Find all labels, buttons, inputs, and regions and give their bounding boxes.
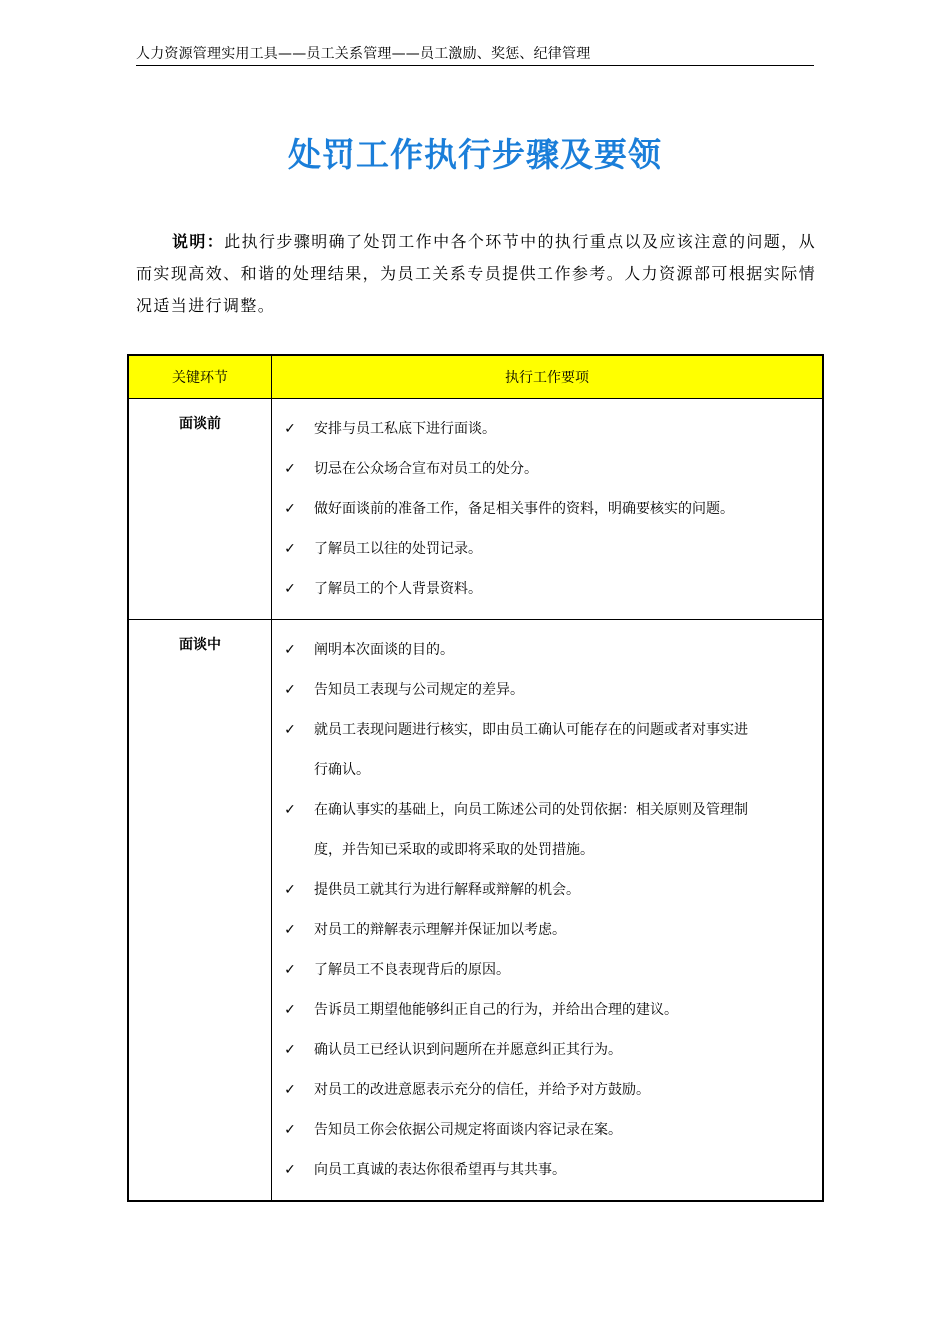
check-icon: ✓ <box>284 581 296 597</box>
list-item <box>272 1070 822 1110</box>
item-text: 就员工表现问题进行核实，即由员工确认可能存在的问题或者对事实进行确认。 <box>314 722 749 778</box>
check-icon: ✓ <box>284 461 296 477</box>
list-item <box>272 1110 822 1150</box>
item-text: 对员工的辩解表示理解并保证加以考虑。 <box>314 922 567 938</box>
item-text: 安排与员工私底下进行面谈。 <box>314 421 497 437</box>
item-text: 提供员工就其行为进行解释或辩解的机会。 <box>314 882 581 898</box>
table-row <box>128 399 823 620</box>
item-text: 告知员工你会依据公司规定将面谈内容记录在案。 <box>314 1122 623 1138</box>
list-item <box>272 670 822 710</box>
check-icon: ✓ <box>284 421 296 437</box>
item-text: 在确认事实的基础上，向员工陈述公司的处罚依据：相关原则及管理制度，并告知已采取的或即将采取的处罚措施。 <box>314 802 749 858</box>
item-text: 对员工的改进意愿表示充分的信任，并给予对方鼓励。 <box>314 1082 651 1098</box>
list-item <box>272 569 822 609</box>
item-text: 了解员工以往的处罚记录。 <box>314 541 483 557</box>
steps-table <box>127 354 824 1202</box>
item-text: 了解员工不良表现背后的原因。 <box>314 962 511 978</box>
check-icon: ✓ <box>284 922 296 938</box>
list-item <box>272 710 822 790</box>
item-text: 向员工真诚的表达你很希望再与其共事。 <box>314 1162 567 1178</box>
list-item <box>272 1150 822 1190</box>
check-icon: ✓ <box>284 1122 296 1138</box>
item-text: 阐明本次面谈的目的。 <box>314 642 455 658</box>
item-text: 告诉员工期望他能够纠正自己的行为，并给出合理的建议。 <box>314 1002 679 1018</box>
item-cell <box>272 399 823 620</box>
page-header: 人力资源管理实用工具——员工关系管理——员工激励、奖惩、纪律管理 <box>136 46 591 62</box>
list-item <box>272 790 822 870</box>
stage-label: 面谈前 <box>128 399 272 620</box>
check-icon: ✓ <box>284 882 296 898</box>
item-text: 告知员工表现与公司规定的差异。 <box>314 682 525 698</box>
list-item <box>272 990 822 1030</box>
stage-label: 面谈中 <box>128 620 272 1202</box>
header-divider <box>136 65 814 66</box>
item-text: 切忌在公众场合宣布对员工的处分。 <box>314 461 539 477</box>
list-item <box>272 449 822 489</box>
header-work-items: 执行工作要项 <box>272 355 823 399</box>
check-icon: ✓ <box>284 962 296 978</box>
item-text: 确认员工已经认识到问题所在并愿意纠正其行为。 <box>314 1042 623 1058</box>
check-icon: ✓ <box>284 501 296 517</box>
list-item <box>272 1030 822 1070</box>
table-row <box>128 620 823 1202</box>
item-list <box>272 399 822 619</box>
table-header-row <box>128 355 823 399</box>
list-item <box>272 630 822 670</box>
page-title: 处罚工作执行步骤及要领 <box>288 135 662 174</box>
list-item <box>272 870 822 910</box>
item-text: 做好面谈前的准备工作，备足相关事件的资料，明确要核实的问题。 <box>314 501 735 517</box>
check-icon: ✓ <box>284 1082 296 1098</box>
check-icon: ✓ <box>284 682 296 698</box>
header-key-stage: 关键环节 <box>128 355 272 399</box>
item-cell <box>272 620 823 1202</box>
list-item <box>272 910 822 950</box>
check-icon: ✓ <box>284 802 296 818</box>
list-item <box>272 950 822 990</box>
check-icon: ✓ <box>284 722 296 738</box>
check-icon: ✓ <box>284 1162 296 1178</box>
intro-label: 说明： <box>172 232 225 251</box>
intro-paragraph <box>136 226 816 322</box>
list-item <box>272 409 822 449</box>
check-icon: ✓ <box>284 1042 296 1058</box>
item-text: 了解员工的个人背景资料。 <box>314 581 483 597</box>
check-icon: ✓ <box>284 642 296 658</box>
item-list <box>272 620 822 1200</box>
check-icon: ✓ <box>284 1002 296 1018</box>
list-item <box>272 529 822 569</box>
intro-text: 此执行步骤明确了处罚工作中各个环节中的执行重点以及应该注意的问题，从而实现高效、和谐的处理结果，为员工关系专员提供工作参考。人力资源部可根据实际情况适当进行调整。 <box>136 232 816 315</box>
check-icon: ✓ <box>284 541 296 557</box>
list-item <box>272 489 822 529</box>
